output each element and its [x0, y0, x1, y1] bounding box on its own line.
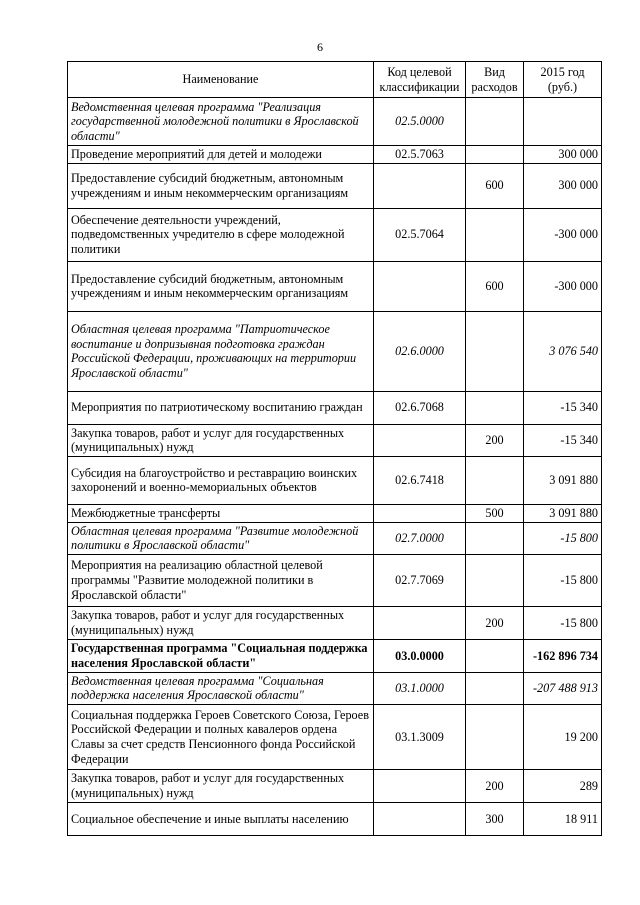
- cell-sum: -15 800: [524, 554, 602, 606]
- cell-vid: [466, 705, 524, 770]
- cell-vid: [466, 98, 524, 146]
- table-row: [68, 311, 602, 391]
- cell-name: Предоставление субсидий бюджетным, автономным учреждениям и иным некоммерческим организациям: [68, 261, 374, 311]
- table-row: [68, 146, 602, 164]
- table-row: [68, 456, 602, 504]
- cell-code: 02.5.7063: [374, 146, 466, 164]
- table-row: [68, 261, 602, 311]
- cell-sum: 19 200: [524, 705, 602, 770]
- cell-code: 02.7.0000: [374, 522, 466, 554]
- cell-vid: [466, 391, 524, 424]
- cell-sum: -15 800: [524, 522, 602, 554]
- cell-vid: [466, 522, 524, 554]
- cell-name: Проведение мероприятий для детей и молодежи: [68, 146, 374, 164]
- cell-vid: [466, 639, 524, 672]
- cell-sum: -15 340: [524, 391, 602, 424]
- cell-name: Мероприятия по патриотическому воспитанию граждан: [68, 391, 374, 424]
- cell-sum: -300 000: [524, 261, 602, 311]
- cell-vid: [466, 554, 524, 606]
- header-name: Наименование: [68, 62, 374, 98]
- header-vid: Вид расходов: [466, 62, 524, 98]
- cell-vid: [466, 208, 524, 261]
- cell-name: Межбюджетные трансферты: [68, 504, 374, 522]
- cell-vid: [466, 311, 524, 391]
- page-number: 6: [317, 40, 323, 54]
- cell-code: [374, 504, 466, 522]
- table-row: [68, 522, 602, 554]
- header-code: Код целевой классификации: [374, 62, 466, 98]
- cell-vid: 200: [466, 770, 524, 803]
- cell-sum: -162 896 734: [524, 639, 602, 672]
- cell-sum: 289: [524, 770, 602, 803]
- table-row: [68, 606, 602, 639]
- cell-code: 03.1.3009: [374, 705, 466, 770]
- cell-code: 02.6.0000: [374, 311, 466, 391]
- table-row: [68, 770, 602, 803]
- cell-code: 02.6.7068: [374, 391, 466, 424]
- cell-code: 02.5.7064: [374, 208, 466, 261]
- cell-code: 02.7.7069: [374, 554, 466, 606]
- table-row: [68, 639, 602, 672]
- cell-vid: 600: [466, 261, 524, 311]
- cell-code: 02.5.0000: [374, 98, 466, 146]
- cell-code: [374, 606, 466, 639]
- cell-sum: -15 340: [524, 424, 602, 456]
- table-row: [68, 98, 602, 146]
- cell-sum: 3 076 540: [524, 311, 602, 391]
- cell-name: Закупка товаров, работ и услуг для государственных (муниципальных) нужд: [68, 770, 374, 803]
- cell-vid: [466, 456, 524, 504]
- cell-vid: 500: [466, 504, 524, 522]
- cell-name: Закупка товаров, работ и услуг для государственных (муниципальных) нужд: [68, 424, 374, 456]
- cell-code: [374, 770, 466, 803]
- cell-code: [374, 163, 466, 208]
- cell-sum: -15 800: [524, 606, 602, 639]
- table-header-row: [68, 62, 602, 98]
- table-row: [68, 208, 602, 261]
- cell-name: Закупка товаров, работ и услуг для государственных (муниципальных) нужд: [68, 606, 374, 639]
- cell-code: [374, 261, 466, 311]
- cell-name: Субсидия на благоустройство и реставрацию воинских захоронений и военно-мемориальных объектов: [68, 456, 374, 504]
- cell-name: Ведомственная целевая программа "Реализация государственной молодежной политики в Ярославской области": [68, 98, 374, 146]
- cell-vid: [466, 146, 524, 164]
- cell-sum: 300 000: [524, 163, 602, 208]
- table-row: [68, 672, 602, 704]
- cell-sum: 18 911: [524, 803, 602, 836]
- table-row: [68, 504, 602, 522]
- cell-sum: 3 091 880: [524, 504, 602, 522]
- cell-sum: -207 488 913: [524, 672, 602, 704]
- cell-code: [374, 424, 466, 456]
- cell-code: 02.6.7418: [374, 456, 466, 504]
- cell-name: Предоставление субсидий бюджетным, автономным учреждениям и иным некоммерческим организациям: [68, 163, 374, 208]
- table-row: [68, 803, 602, 836]
- cell-name: Социальная поддержка Героев Советского Союза, Героев Российской Федерации и полных кавалеров ордена Славы за счет средств Пенсионного фонда Российской Федерации: [68, 705, 374, 770]
- header-sum: 2015 год (руб.): [524, 62, 602, 98]
- table-row: [68, 424, 602, 456]
- table-row: [68, 163, 602, 208]
- budget-table: [67, 61, 602, 836]
- cell-vid: 200: [466, 424, 524, 456]
- cell-vid: [466, 672, 524, 704]
- cell-code: [374, 803, 466, 836]
- cell-name: Областная целевая программа "Патриотическое воспитание и допризывная подготовка граждан Российской Федерации, проживающих на территории Ярославской области": [68, 311, 374, 391]
- cell-name: Ведомственная целевая программа "Социальная поддержка населения Ярославской области": [68, 672, 374, 704]
- cell-name: Социальное обеспечение и иные выплаты населению: [68, 803, 374, 836]
- cell-name: Областная целевая программа "Развитие молодежной политики в Ярославской области": [68, 522, 374, 554]
- cell-code: 03.0.0000: [374, 639, 466, 672]
- table-row: [68, 391, 602, 424]
- cell-sum: 3 091 880: [524, 456, 602, 504]
- cell-sum: -300 000: [524, 208, 602, 261]
- cell-name: Мероприятия на реализацию областной целевой программы "Развитие молодежной политики в Ярославской области": [68, 554, 374, 606]
- cell-vid: 200: [466, 606, 524, 639]
- cell-code: 03.1.0000: [374, 672, 466, 704]
- cell-name: Обеспечение деятельности учреждений, подведомственных учредителю в сфере молодежной политики: [68, 208, 374, 261]
- cell-sum: 300 000: [524, 146, 602, 164]
- cell-name: Государственная программа "Социальная поддержка населения Ярославской области": [68, 639, 374, 672]
- table-row: [68, 705, 602, 770]
- table-row: [68, 554, 602, 606]
- cell-vid: 300: [466, 803, 524, 836]
- cell-sum: [524, 98, 602, 146]
- cell-vid: 600: [466, 163, 524, 208]
